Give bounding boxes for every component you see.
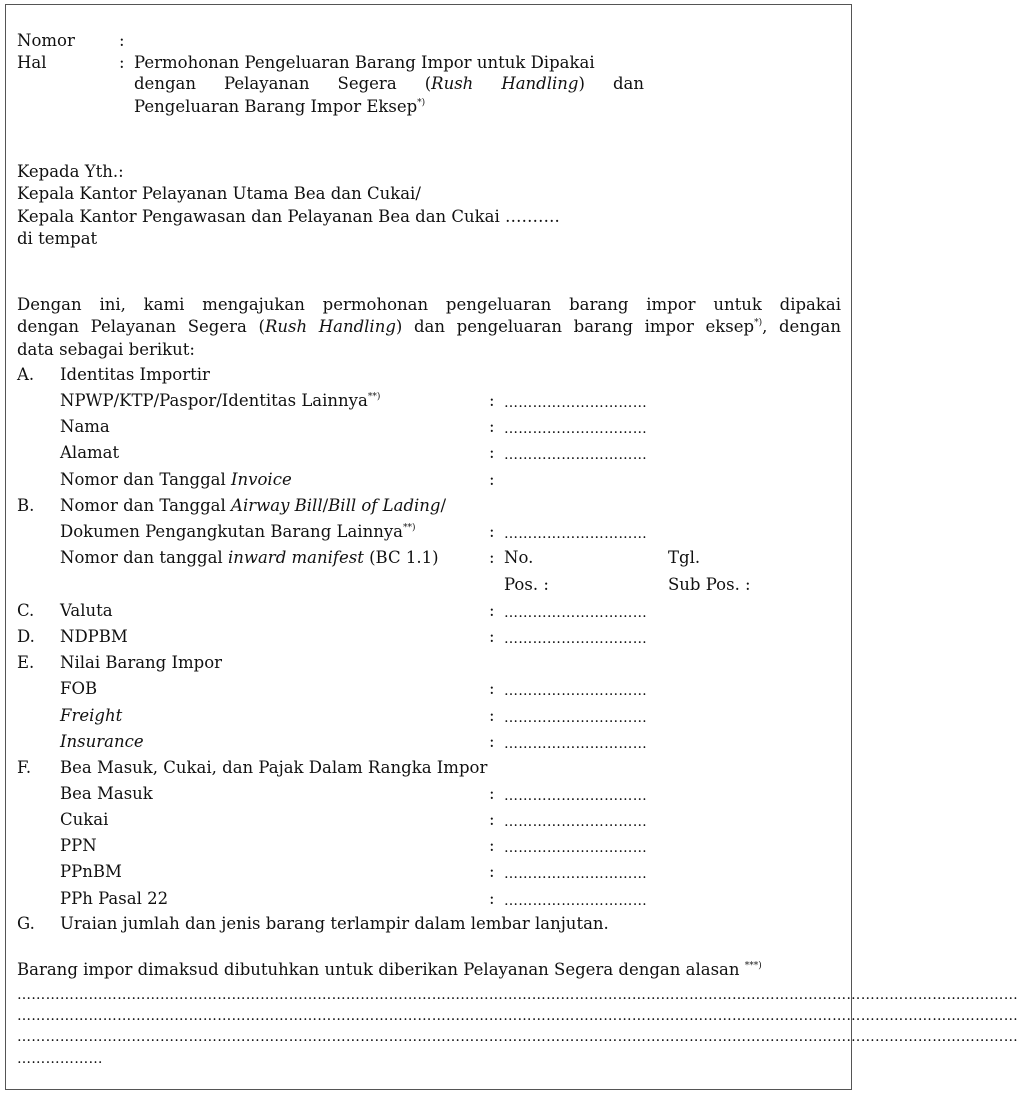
alamat-colon: : (489, 443, 495, 462)
invoice-colon: : (489, 470, 495, 489)
address-line-3: Kepala Kantor Pengawasan dan Pelayanan Bea dan Cukai ………. (17, 207, 560, 226)
valuta-label: Valuta (60, 601, 113, 620)
ppnbm-value: ………………………… (504, 866, 647, 882)
fob-value: ………………………… (504, 683, 647, 699)
npwp-label: NPWP/KTP/Paspor/Identitas Lainnya**) (60, 391, 381, 410)
manifest-colon: : (489, 548, 495, 567)
hal-line-1: Permohonan Pengeluaran Barang Impor untuk Dipakai (134, 53, 595, 72)
nomor-label: Nomor (17, 31, 75, 50)
intro-line-1: Dengan ini, kami mengajukan permohonan pengeluaran barang impor untuk dipakai (17, 295, 841, 314)
section-c-letter: C. (17, 601, 35, 620)
fob-colon: : (489, 679, 495, 698)
manifest-no: No. (504, 548, 534, 567)
section-a-letter: A. (17, 365, 35, 384)
dokumen-value: ………………………… (504, 526, 647, 542)
cukai-colon: : (489, 810, 495, 829)
pph-colon: : (489, 889, 495, 908)
manifest-tgl: Tgl. (668, 548, 701, 567)
ppn-label: PPN (60, 836, 97, 855)
reason-dotline-1: ………………………………………………………………………………………………………………………………………………………………………………………… (17, 987, 1018, 1003)
nama-colon: : (489, 417, 495, 436)
pph-label: PPh Pasal 22 (60, 889, 169, 908)
section-g-letter: G. (17, 914, 35, 933)
hal-colon: : (119, 53, 125, 72)
section-g-title: Uraian jumlah dan jenis barang terlampir dalam lembar lanjutan. (60, 914, 609, 933)
cukai-label: Cukai (60, 810, 109, 829)
section-f-title: Bea Masuk, Cukai, dan Pajak Dalam Rangka Impor (60, 758, 488, 777)
hal-line-3: Pengeluaran Barang Impor Eksep*) (134, 97, 426, 116)
dokumen-label: Dokumen Pengangkutan Barang Lainnya**) (60, 522, 416, 541)
freight-label: Freight (60, 706, 123, 725)
reason-text: Barang impor dimaksud dibutuhkan untuk diberikan Pelayanan Segera dengan alasan ***) (17, 960, 762, 979)
address-greeting: Kepada Yth.: (17, 162, 124, 181)
hal-label: Hal (17, 53, 47, 72)
address-line-4: di tempat (17, 229, 98, 248)
bea-masuk-value: ………………………… (504, 788, 647, 804)
section-e-title: Nilai Barang Impor (60, 653, 223, 672)
section-a-title: Identitas Importir (60, 365, 210, 384)
intro-line-3: data sebagai berikut: (17, 340, 195, 359)
cukai-value: ………………………… (504, 814, 647, 830)
npwp-colon: : (489, 391, 495, 410)
section-b-letter: B. (17, 496, 35, 515)
bea-masuk-colon: : (489, 784, 495, 803)
section-f-letter: F. (17, 758, 32, 777)
pph-value: ………………………… (504, 893, 647, 909)
dokumen-colon: : (489, 522, 495, 541)
ndpbm-value: ………………………… (504, 631, 647, 647)
reason-dotline-3: ………………………………………………………………………………………………………………………………………………………………………………………… (17, 1029, 1018, 1045)
manifest-pos: Pos. : (504, 575, 549, 594)
ndpbm-label: NDPBM (60, 627, 128, 646)
ndpbm-colon: : (489, 627, 495, 646)
section-d-letter: D. (17, 627, 35, 646)
nomor-colon: : (119, 31, 125, 50)
insurance-label: Insurance (60, 732, 144, 751)
npwp-value: ………………………… (504, 395, 647, 411)
ppnbm-colon: : (489, 862, 495, 881)
reason-dotline-4: ……………… (17, 1051, 103, 1067)
alamat-label: Alamat (60, 443, 120, 462)
section-e-letter: E. (17, 653, 35, 672)
insurance-value: ………………………… (504, 736, 647, 752)
manifest-label: Nomor dan tanggal inward manifest (BC 1.1) (60, 548, 439, 567)
valuta-value: ………………………… (504, 605, 647, 621)
insurance-colon: : (489, 732, 495, 751)
hal-line-2: dengan Pelayanan Segera (Rush Handling) dan (134, 74, 644, 93)
alamat-value: ………………………… (504, 447, 647, 463)
ppn-colon: : (489, 836, 495, 855)
ppnbm-label: PPnBM (60, 862, 122, 881)
address-line-2: Kepala Kantor Pelayanan Utama Bea dan Cukai/ (17, 184, 421, 203)
manifest-subpos: Sub Pos. : (668, 575, 751, 594)
freight-value: ………………………… (504, 710, 647, 726)
fob-label: FOB (60, 679, 98, 698)
awb-label: Nomor dan Tanggal Airway Bill/Bill of Lading/ (60, 496, 447, 515)
ppn-value: ………………………… (504, 840, 647, 856)
valuta-colon: : (489, 601, 495, 620)
nama-value: ………………………… (504, 421, 647, 437)
bea-masuk-label: Bea Masuk (60, 784, 153, 803)
freight-colon: : (489, 706, 495, 725)
reason-dotline-2: ………………………………………………………………………………………………………………………………………………………………………………………… (17, 1008, 1018, 1024)
invoice-label: Nomor dan Tanggal Invoice (60, 470, 292, 489)
nama-label: Nama (60, 417, 110, 436)
intro-line-2: dengan Pelayanan Segera (Rush Handling) dan pengeluaran barang impor eksep*), dengan (17, 317, 841, 336)
